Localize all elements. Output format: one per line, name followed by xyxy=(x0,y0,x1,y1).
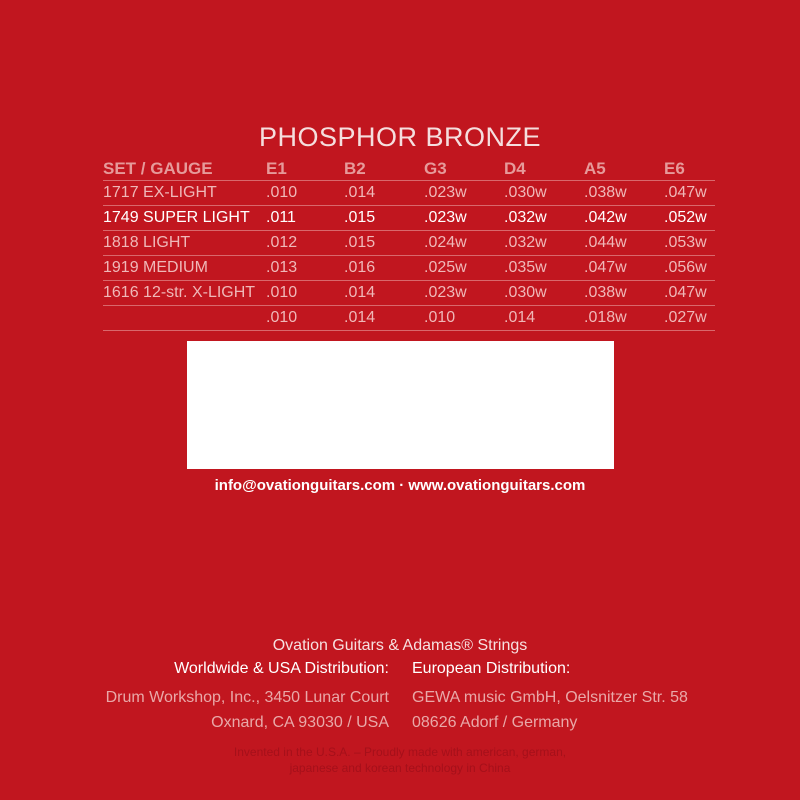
gauge-cell: .018w xyxy=(584,306,664,331)
gauge-cell: .047w xyxy=(584,256,664,281)
set-name: 1717 EX-LIGHT xyxy=(103,181,266,206)
gauge-cell: .014 xyxy=(344,281,424,306)
european-address-line2: 08626 Adorf / Germany xyxy=(412,714,578,731)
header-e1: E1 xyxy=(266,158,344,181)
gauge-cell: .032w xyxy=(504,231,584,256)
gauge-cell: .044w xyxy=(584,231,664,256)
gauge-cell: .016 xyxy=(344,256,424,281)
table-row xyxy=(103,231,715,256)
header-e6: E6 xyxy=(664,158,715,181)
gauge-cell: .014 xyxy=(344,181,424,206)
gauge-cell: .023w xyxy=(424,206,504,231)
gauge-cell: .010 xyxy=(266,306,344,331)
blank-label-area xyxy=(187,341,614,469)
gauge-cell: .010 xyxy=(424,306,504,331)
contact-line: info@ovationguitars.com · www.ovationguitars.com xyxy=(214,477,586,494)
gauge-cell: .013 xyxy=(266,256,344,281)
worldwide-address-line1: Drum Workshop, Inc., 3450 Lunar Court xyxy=(105,689,389,706)
european-heading: European Distribution: xyxy=(412,660,571,677)
gauge-cell: .053w xyxy=(664,231,715,256)
set-name: 1616 12-str. X-LIGHT xyxy=(103,281,266,306)
gauge-cell: .010 xyxy=(266,281,344,306)
gauge-cell: .014 xyxy=(504,306,584,331)
header-set-gauge: SET / GAUGE xyxy=(103,158,266,181)
gauge-table xyxy=(103,158,715,331)
set-name: 1919 MEDIUM xyxy=(103,256,266,281)
table-row xyxy=(103,281,715,306)
fine-print xyxy=(0,744,800,776)
gauge-cell: .035w xyxy=(504,256,584,281)
gauge-cell: .012 xyxy=(266,231,344,256)
set-name xyxy=(103,306,266,331)
fine-print-line1: Invented in the U.S.A. – Proudly made with american, german, xyxy=(233,745,567,759)
gauge-cell: .015 xyxy=(344,206,424,231)
european-address-line1: GEWA music GmbH, Oelsnitzer Str. 58 xyxy=(412,689,688,706)
gauge-cell: .047w xyxy=(664,181,715,206)
table-header-row xyxy=(103,158,715,181)
gauge-cell: .011 xyxy=(266,206,344,231)
gauge-cell: .038w xyxy=(584,181,664,206)
gauge-cell: .030w xyxy=(504,281,584,306)
gauge-cell: .015 xyxy=(344,231,424,256)
table-row xyxy=(103,256,715,281)
set-name: 1749 SUPER LIGHT xyxy=(103,206,266,231)
gauge-cell: .056w xyxy=(664,256,715,281)
product-title: PHOSPHOR BRONZE xyxy=(258,122,542,152)
gauge-cell: .023w xyxy=(424,181,504,206)
table-row xyxy=(103,306,715,331)
gauge-cell: .027w xyxy=(664,306,715,331)
header-a5: A5 xyxy=(584,158,664,181)
gauge-cell: .024w xyxy=(424,231,504,256)
gauge-cell: .014 xyxy=(344,306,424,331)
gauge-cell: .030w xyxy=(504,181,584,206)
gauge-cell: .032w xyxy=(504,206,584,231)
gauge-cell: .010 xyxy=(266,181,344,206)
header-d4: D4 xyxy=(504,158,584,181)
gauge-cell: .052w xyxy=(664,206,715,231)
gauge-cell: .038w xyxy=(584,281,664,306)
table-row xyxy=(103,181,715,206)
table-row xyxy=(103,206,715,231)
gauge-cell: .025w xyxy=(424,256,504,281)
header-g3: G3 xyxy=(424,158,504,181)
brands-line: Ovation Guitars & Adamas® Strings xyxy=(272,637,528,654)
header-b2: B2 xyxy=(344,158,424,181)
worldwide-heading: Worldwide & USA Distribution: xyxy=(174,660,389,677)
gauge-cell: .042w xyxy=(584,206,664,231)
gauge-cell: .023w xyxy=(424,281,504,306)
set-name: 1818 LIGHT xyxy=(103,231,266,256)
fine-print-line2: japanese and korean technology in China xyxy=(289,761,511,775)
worldwide-address-line2: Oxnard, CA 93030 / USA xyxy=(211,714,389,731)
gauge-cell: .047w xyxy=(664,281,715,306)
